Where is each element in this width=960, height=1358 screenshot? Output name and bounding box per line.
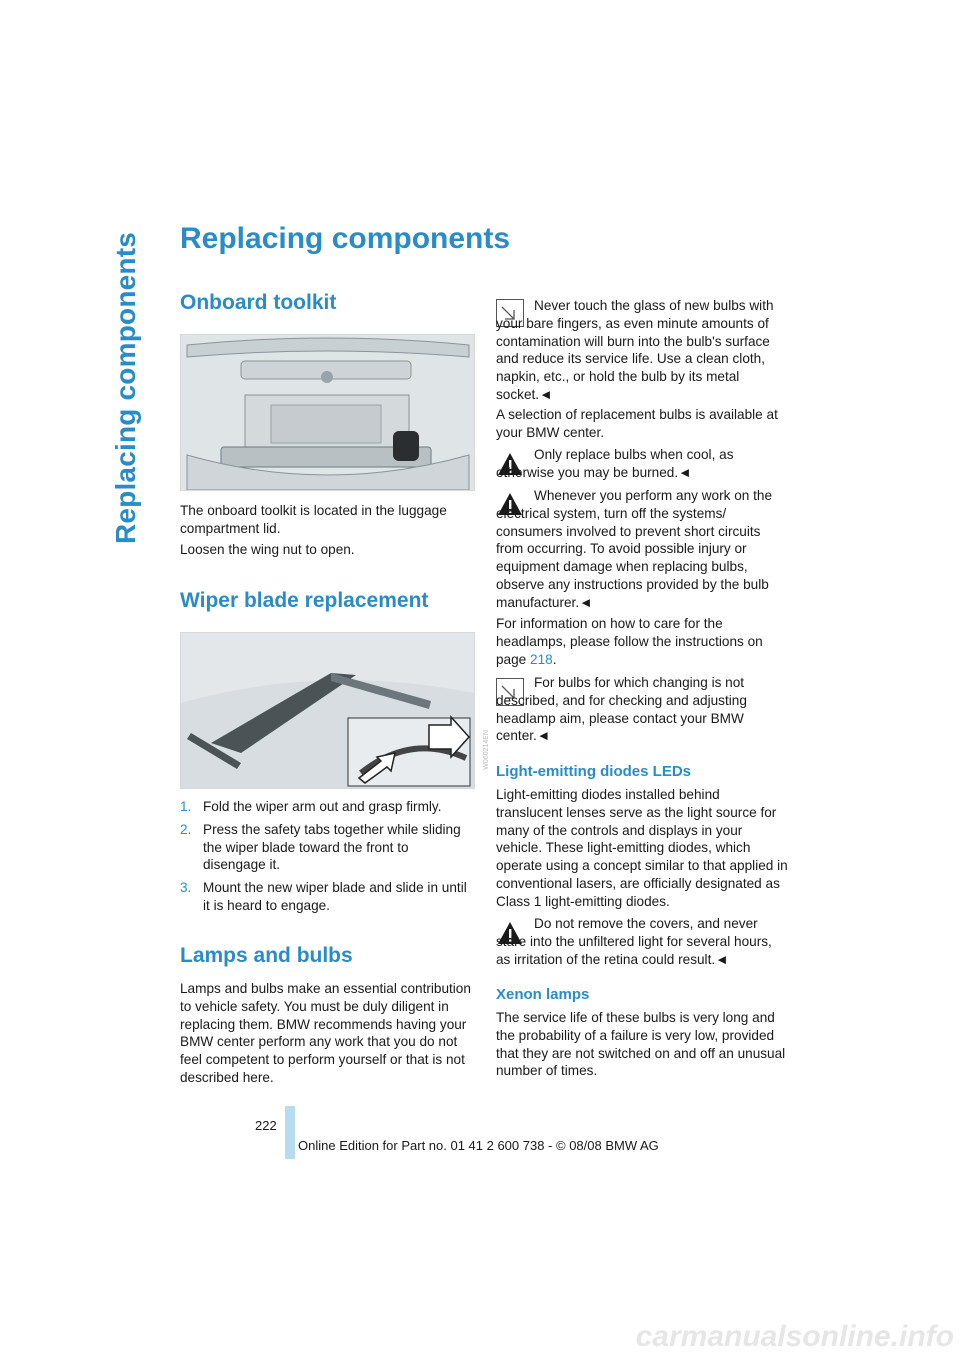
list-item	[180, 879, 473, 915]
heading-wiper-blade: Wiper blade replacement	[180, 589, 429, 612]
care-text: For information on how to care for the headlamps, please follow the instructions on page	[496, 616, 763, 667]
footer-edition-text: Online Edition for Part no. 01 41 2 600 738 - © 08/08 BMW AG	[298, 1138, 659, 1153]
wiper-steps	[180, 798, 473, 920]
note-bulb-glass: Never touch the glass of new bulbs with your bare fingers, as even minute amounts of contamination will burn into the bulb's surface and reduce its service life. Use a clean cloth, napkin, etc., or hold the bulb by its metal socket.◄	[496, 298, 774, 402]
warning-led-covers: Do not remove the covers, and never stare into the unfiltered light for several hours, as irritation of the retina could result.◄	[496, 916, 772, 967]
watermark	[0, 1320, 960, 1358]
paragraph-leds: Light-emitting diodes installed behind translucent lenses serve as the light source for many of the controls and displays in your vehicle. These light-emitting diodes, which operate using a concept similar to that applied in conventional lasers, are officially designated as Class 1 light-emitting diodes.	[496, 787, 788, 909]
step-text: Mount the new wiper blade and slide in until it is heard to engage.	[203, 880, 467, 913]
heading-xenon: Xenon lamps	[496, 986, 590, 1003]
heading-lamps-bulbs: Lamps and bulbs	[180, 944, 353, 967]
page-link[interactable]: 218	[530, 651, 553, 667]
page-title: Replacing components	[180, 222, 511, 255]
step-number: 2.	[180, 821, 192, 837]
side-tab	[110, 232, 160, 562]
toolkit-paragraph-1: The onboard toolkit is located in the luggage compartment lid.	[180, 503, 447, 536]
step-text: Fold the wiper arm out and grasp firmly.	[203, 799, 442, 814]
watermark-text: carmanualsonline.info	[635, 1320, 954, 1353]
wiper-illustration	[181, 633, 474, 788]
warning-electrical-system: Whenever you perform any work on the electrical system, turn off the systems/ consumers involved to prevent short circuits from occurring. To avoid possible injury or equipment damage when replacing bulbs, observe any instructions provided by the bulb manufacturer.◄	[496, 488, 773, 610]
toolkit-image	[180, 334, 475, 491]
wiper-figure-code	[478, 730, 488, 790]
step-number: 3.	[180, 880, 192, 896]
step-number: 1.	[180, 799, 192, 814]
note-headlamp-aim: For bulbs for which changing is not described, and for checking and adjusting headlamp aim, please contact your BMW center.◄	[496, 675, 747, 744]
heading-onboard-toolkit: Onboard toolkit	[180, 291, 337, 314]
side-tab-label: Replacing components	[110, 232, 141, 545]
page-number: 222	[255, 1118, 277, 1133]
toolkit-illustration	[181, 335, 474, 490]
figure-code-label: W060214EN	[483, 730, 490, 770]
paragraph-replacement-bulbs: A selection of replacement bulbs is available at your BMW center.	[496, 407, 778, 440]
lamps-paragraph: Lamps and bulbs make an essential contribution to vehicle safety. You must be duly diligent in replacing them. BMW recommends having your BMW center perform any work that you do not feel competent to perform yourself or that is not described here.	[180, 981, 471, 1085]
paragraph-headlamp-care	[496, 615, 789, 668]
wiper-image	[180, 632, 475, 789]
list-item	[180, 821, 473, 874]
heading-leds: Light-emitting diodes LEDs	[496, 763, 691, 780]
step-text: Press the safety tabs together while sliding the wiper blade toward the front to disengage it.	[203, 821, 461, 873]
footer-bar	[285, 1106, 295, 1159]
paragraph-xenon: The service life of these bulbs is very long and the probability of a failure is very low, provided that they are not switched on and off an unusual number of times.	[496, 1010, 786, 1079]
list-item	[180, 798, 473, 816]
warning-cool-bulbs: Only replace bulbs when cool, as otherwise you may be burned.◄	[496, 447, 734, 480]
toolkit-paragraph-2: Loosen the wing nut to open.	[180, 542, 355, 557]
care-text-end: .	[552, 651, 557, 667]
